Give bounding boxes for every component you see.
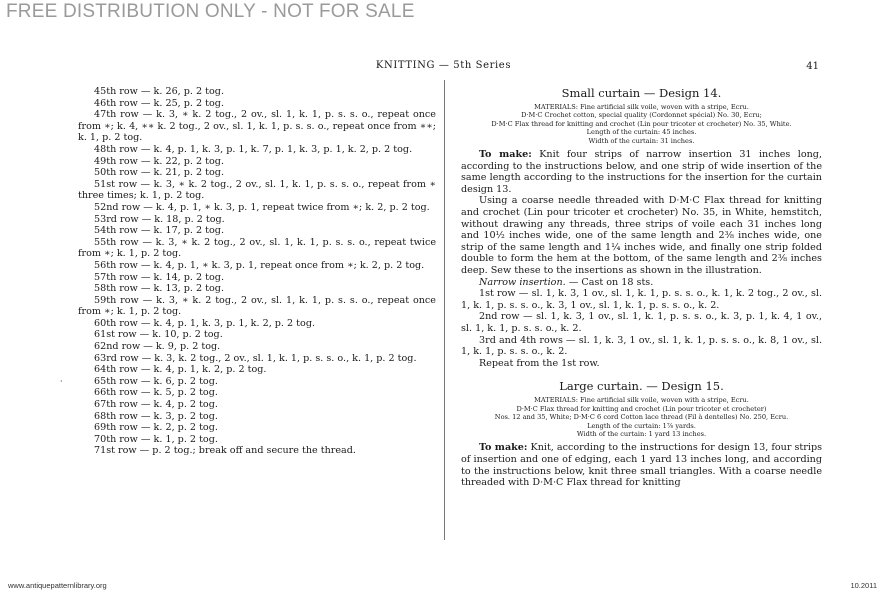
design15-length: Length of the curtain: 1⅞ yards.	[587, 421, 696, 430]
narrow-insertion-text: — Cast on 18 sts.	[565, 276, 654, 288]
knit-row: 68th row — k. 3, p. 2 tog.	[94, 410, 218, 422]
footer-site: www.antiquepatternlibrary.org	[8, 581, 107, 590]
design15-materials-1: MATERIALS: Fine artificial silk voile, woven with a stripe, Ecru.	[534, 396, 749, 405]
knit-row: 69th row — k. 2, p. 2 tog.	[94, 422, 218, 434]
stray-mark: ·	[60, 377, 63, 386]
narrow-row-3: 3rd and 4th rows — sl. 1, k. 3, 1 ov., sl. 1, k. 1, p. s. s. o., k. 8, 1 ov., sl. 1, k. 1, p. s. s. o., k. 2.	[461, 334, 822, 358]
knit-row: 51st row — k. 3, ∗ k. 2 tog., 2 ov., sl. 1, k. 1, p. s. s. o., repeat from ∗ three times; k. 1, p. 2 tog.	[78, 178, 436, 202]
design14-heading: Small curtain — Design 14.	[561, 86, 722, 100]
column-divider	[444, 80, 445, 540]
narrow-row-2: 2nd row — sl. 1, k. 3, 1 ov., sl. 1, k. 1, p. s. s. o., k. 3, p. 1, k. 4, 1 ov., sl. 1, k. 1, p. s. s. o., k. 2.	[461, 311, 822, 334]
design14-length: Length of the curtain: 45 inches.	[586, 128, 697, 137]
knit-row: 45th row — k. 26, p. 2 tog.	[94, 86, 224, 97]
knit-row: 71st row — p. 2 tog.; break off and secure the thread.	[94, 445, 356, 457]
design14-materials-3: D·M·C Flax thread for knitting and crochet (Lin pour tricoter et crocheter) No. 35, White.	[491, 119, 792, 128]
to-make-text: Knit, according to the instructions for design 13, four strips of insertion and one of edging, each 1 yard 13 inches long, and according to the instructions below, knit three small triangles. With a coarse needle threaded with D·M·C Flax thread for knitting	[461, 442, 823, 489]
design15-width: Width of the curtain: 1 yard 13 inches.	[576, 429, 707, 438]
design15-to-make	[461, 442, 822, 488]
design14-to-make	[461, 149, 822, 195]
to-make-label: To make:	[479, 442, 528, 454]
knit-row: 49th row — k. 22, p. 2 tog.	[94, 155, 224, 167]
footer-date: 10.2011	[850, 581, 877, 590]
to-make-text: Knit four strips of narrow insertion 31 inches long, according to the instructions below, and one strip of wide insertion of the same length according to the instructions for the insertion for the curtain design 13.	[461, 149, 822, 195]
design15-materials-3: Nos. 12 and 35, White; D·M·C 6 cord Cotton lace thread (Fil à dentelles) No. 250, Ecru.	[494, 413, 789, 422]
knit-row: 59th row — k. 3, ∗ k. 2 tog., 2 ov., sl. 1, k. 1, p. s. s. o., repeat once from ∗; k. 1, p. 2 tog.	[78, 294, 436, 318]
running-head: KNITTING — 5th Series	[375, 60, 512, 71]
to-make-label: To make:	[479, 149, 532, 161]
design14-paragraph-2: Using a coarse needle threaded with D·M·C Flax thread for knitting and crochet (Lin pour tricoter et crocheter) No. 35, in White, hemstitch, without drawing any threads, three strips of voile each 31 inches long and 10½ inches wide, one of the same length and 2⅜ inches wide, one strip of the same length and 1¼ inches wide, and finally one strip folded double to form the hem at the bottom, of the same length and 2⅜ inches deep. Sew these to the insertions as shown in the illustration.	[461, 195, 822, 276]
knit-row: 56th row — k. 4, p. 1, ∗ k. 3, p. 1, repeat once from ∗; k. 2, p. 2 tog.	[94, 259, 425, 271]
knit-row: 70th row — k. 1, p. 2 tog.	[94, 433, 218, 445]
watermark: FREE DISTRIBUTION ONLY - NOT FOR SALE	[6, 1, 415, 22]
knit-row: 62nd row — k. 9, p. 2 tog.	[94, 341, 221, 353]
design15-heading: Large curtain. — Design 15.	[559, 379, 724, 394]
knit-row: 67th row — k. 4, p. 2 tog.	[94, 399, 218, 411]
narrow-row-1: 1st row — sl. 1, k. 3, 1 ov., sl. 1, k. 1, p. s. s. o., k. 1, k. 2 tog., 2 ov., sl. 1, k. 1, p. s. s. o., k. 3, 1 ov., sl. 1, k. 1, p. s. s. o., k. 2.	[461, 288, 822, 311]
knit-row: 60th row — k. 4, p. 1, k. 3, p. 1, k. 2, p. 2 tog.	[94, 317, 316, 329]
knit-row: 53rd row — k. 18, p. 2 tog.	[94, 213, 225, 225]
knit-row: 66th row — k. 5, p. 2 tog.	[94, 387, 218, 399]
design15-materials-2: D·M·C Flax thread for knitting and crochet (Lin pour tricoter et crocheter)	[516, 404, 767, 413]
knit-row: 47th row — k. 3, ∗ k. 2 tog., 2 ov., sl. 1, k. 1, p. s. s. o., repeat once from ∗; k. 4, ∗∗ k. 2 tog., 2 ov., sl. 1, k. 1, p. s. s. o., repeat once from ∗∗; k. 1, p. 2 tog.	[78, 109, 436, 144]
knit-row: 55th row — k. 3, ∗ k. 2 tog., 2 ov., sl. 1, k. 1, p. s. s. o., repeat twice from ∗; k. 1, p. 2 tog.	[78, 236, 436, 260]
design14-materials-2: D·M·C Crochet cotton, special quality (Cordonnet spécial) No. 30, Ecru;	[521, 111, 762, 120]
knit-row: 63rd row — k. 3, k. 2 tog., 2 ov., sl. 1, k. 1, p. s. s. o., k. 1, p. 2 tog.	[94, 352, 417, 364]
narrow-insertion-label: Narrow insertion.	[479, 276, 566, 288]
knit-row: 52nd row — k. 4, p. 1, ∗ k. 3, p. 1, repeat twice from ∗; k. 2, p. 2 tog.	[94, 201, 430, 213]
knit-row: 65th row — k. 6, p. 2 tog.	[94, 375, 218, 387]
knit-row: 54th row — k. 17, p. 2 tog.	[94, 225, 224, 237]
narrow-repeat: Repeat from the 1st row.	[479, 357, 600, 369]
left-column	[78, 86, 436, 457]
knit-row: 58th row — k. 13, p. 2 tog.	[94, 283, 224, 295]
knit-row: 61st row — k. 10, p. 2 tog.	[94, 329, 223, 341]
knit-row: 57th row — k. 14, p. 2 tog.	[94, 271, 224, 283]
knit-row: 50th row — k. 21, p. 2 tog.	[94, 167, 224, 179]
knit-row: 46th row — k. 25, p. 2 tog.	[94, 97, 224, 109]
page-number: 41	[806, 61, 819, 72]
knit-row: 48th row — k. 4, p. 1, k. 3, p. 1, k. 7, p. 1, k. 3, p. 1, k. 2, p. 2 tog.	[94, 143, 413, 155]
design14-materials-1: MATERIALS: Fine artificial silk voile, woven with a stripe, Ecru.	[534, 103, 749, 111]
narrow-insertion	[461, 277, 822, 289]
knit-row: 64th row — k. 4, p. 1, k. 2, p. 2 tog.	[94, 364, 267, 376]
design14-width: Width of the curtain: 31 inches.	[588, 136, 695, 145]
right-column	[461, 86, 822, 489]
